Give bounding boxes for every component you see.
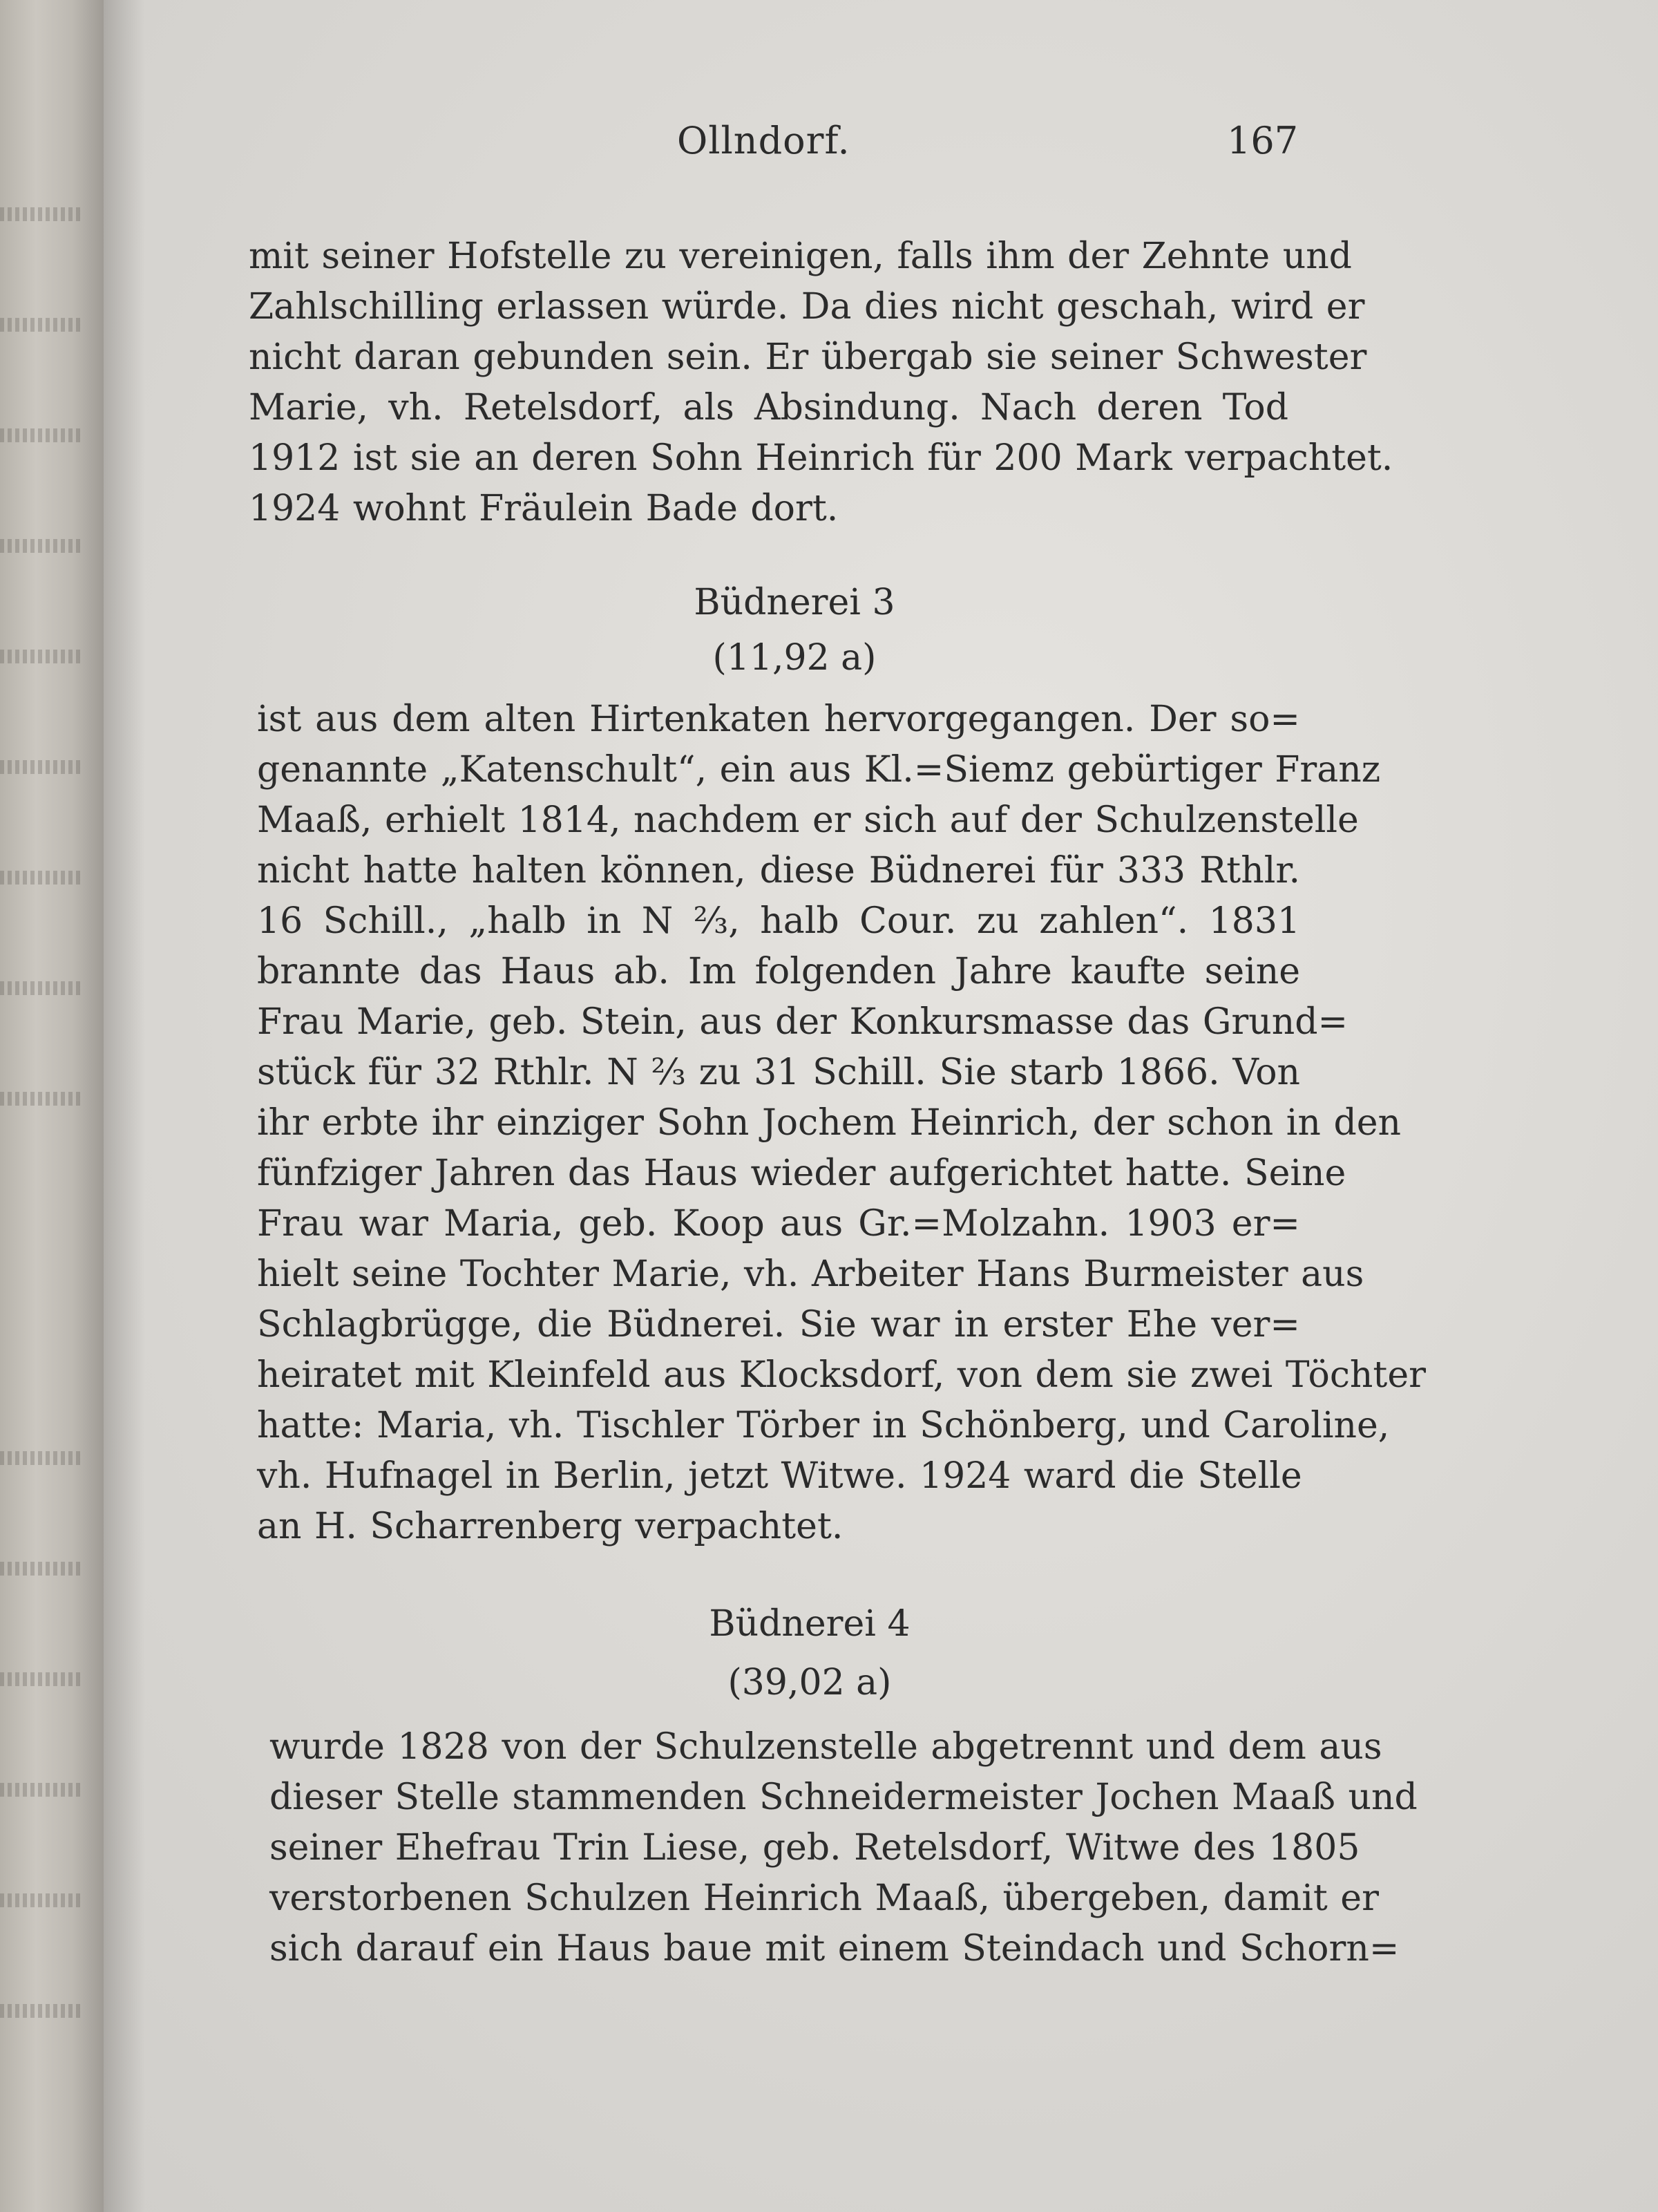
text-line: brannte das Haus ab. Im folgenden Jahre kaufte seine [257,951,1300,992]
text-line: Schlagbrügge, die Büdnerei. Sie war in erster Ehe ver= [257,1304,1300,1345]
text-line: hielt seine Tochter Marie, vh. Arbeiter Hans Burmeister aus [257,1254,1364,1295]
section-area-buednerei-3: (11,92 a) [712,637,877,679]
bleed-text-mark [0,981,83,995]
bleed-text-mark [0,1092,83,1106]
bleed-text-mark [0,1783,83,1797]
text-line: genannte „Katenschult“, ein aus Kl.=Siemz gebürtiger Franz [257,749,1381,791]
paragraph-buednerei-3 [257,694,1426,1552]
bleed-text-mark [0,1562,83,1576]
bleed-text-mark [0,650,83,663]
text-line: 16 Schill., „halb in N ⅔, halb Cour. zu zahlen“. 1831 [257,900,1300,942]
text-line: verstorbenen Schulzen Heinrich Maaß, übergeben, damit er [269,1878,1379,1919]
bleed-text-mark [0,871,83,885]
facing-page-edge [0,0,104,2212]
paragraph-intro [249,231,1393,534]
text-line: ihr erbte ihr einziger Sohn Jochem Heinrich, der schon in den [257,1102,1401,1144]
section-title-buednerei-4: Büdnerei 4 [709,1603,911,1645]
text-line: heiratet mit Kleinfeld aus Klocksdorf, von dem sie zwei Töchter [257,1354,1426,1396]
text-line: 1924 wohnt Fräulein Bade dort. [249,488,839,529]
text-line: vh. Hufnagel in Berlin, jetzt Witwe. 1924 ward die Stelle [257,1455,1302,1497]
text-line: nicht daran gebunden sein. Er übergab sie seiner Schwester [249,337,1367,378]
text-line: nicht hatte halten können, diese Büdnerei für 333 Rthlr. [257,850,1300,891]
text-line: Frau war Maria, geb. Koop aus Gr.=Molzahn. 1903 er= [257,1203,1300,1245]
running-header: Ollndorf. [677,119,850,162]
text-line: 1912 ist sie an deren Sohn Heinrich für 200 Mark verpachtet. [249,437,1393,479]
text-line: Marie, vh. Retelsdorf, als Absindung. Nach deren Tod [249,387,1288,428]
text-line: ist aus dem alten Hirtenkaten hervorgegangen. Der so= [257,699,1300,740]
bleed-text-mark [0,207,83,221]
text-line: hatte: Maria, vh. Tischler Törber in Schönberg, und Caroline, [257,1405,1390,1446]
text-line: stück für 32 Rthlr. N ⅔ zu 31 Schill. Sie starb 1866. Von [257,1052,1300,1093]
binding-shadow [104,0,145,2212]
text-line: seiner Ehefrau Trin Liese, geb. Retelsdorf, Witwe des 1805 [269,1827,1360,1869]
page-number: 167 [1227,119,1299,162]
text-line: an H. Scharrenberg verpachtet. [257,1506,844,1547]
text-line: Maaß, erhielt 1814, nachdem er sich auf der Schulzenstelle [257,800,1359,841]
text-line: sich darauf ein Haus baue mit einem Steindach und Schorn= [269,1928,1400,1969]
bleed-text-mark [0,1672,83,1686]
bleed-text-mark [0,1893,83,1907]
section-area-buednerei-4: (39,02 a) [727,1662,892,1703]
text-line: mit seiner Hofstelle zu vereinigen, falls ihm der Zehnte und [249,236,1352,277]
section-title-buednerei-3: Büdnerei 3 [694,582,895,623]
bleed-text-mark [0,318,83,332]
text-line: fünfziger Jahren das Haus wieder aufgerichtet hatte. Seine [257,1153,1346,1194]
paragraph-buednerei-4 [269,1722,1418,1974]
bleed-text-mark [0,428,83,442]
bleed-text-mark [0,2004,83,2018]
bleed-text-mark [0,539,83,553]
bleed-text-mark [0,760,83,774]
text-line: wurde 1828 von der Schulzenstelle abgetrennt und dem aus [269,1726,1382,1768]
text-line: Zahlschilling erlassen würde. Da dies nicht geschah, wird er [249,286,1365,328]
text-line: dieser Stelle stammenden Schneidermeister Jochen Maaß und [269,1777,1418,1818]
bleed-text-mark [0,1451,83,1465]
text-line: Frau Marie, geb. Stein, aus der Konkursmasse das Grund= [257,1001,1349,1043]
